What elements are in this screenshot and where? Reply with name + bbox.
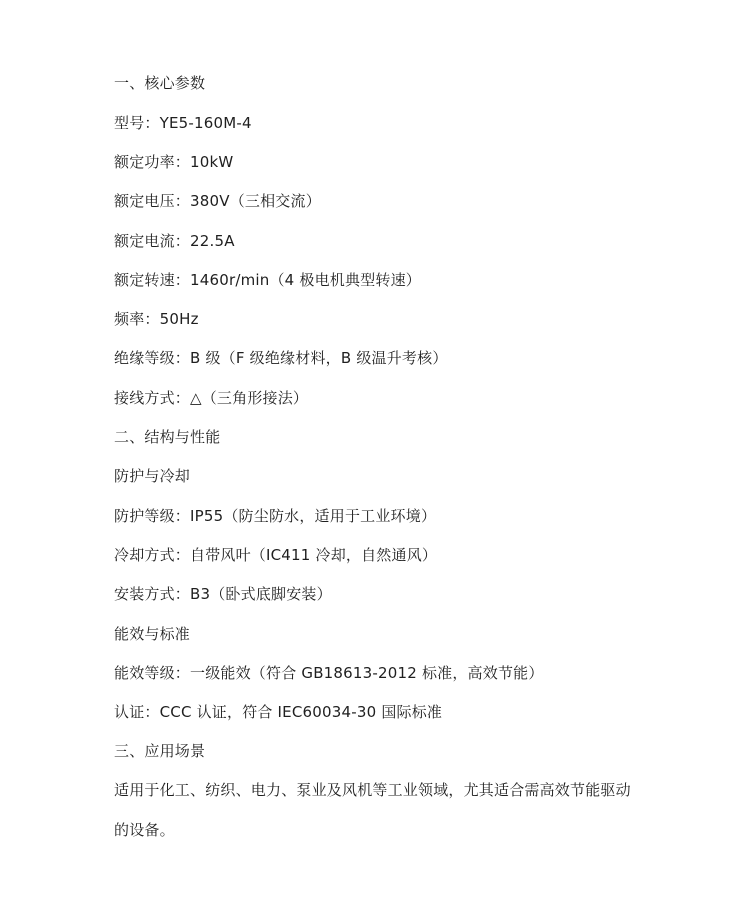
spec-rated-voltage: 额定电压：380V（三相交流） (114, 192, 321, 210)
spec-cooling: 冷却方式：自带风叶（IC411 冷却，自然通风） (114, 546, 438, 564)
spec-efficiency-class: 能效等级：一级能效（符合 GB18613-2012 标准，高效节能） (114, 664, 544, 682)
subheading-efficiency-standards: 能效与标准 (114, 625, 191, 643)
subheading-protection-cooling: 防护与冷却 (114, 467, 191, 485)
spec-insulation-class: 绝缘等级：B 级（F 级绝缘材料，B 级温升考核） (114, 349, 448, 367)
spec-model: 型号：YE5-160M-4 (114, 114, 252, 132)
spec-rated-speed: 额定转速：1460r/min（4 极电机典型转速） (114, 271, 421, 289)
spec-certification: 认证：CCC 认证，符合 IEC60034-30 国际标准 (114, 703, 443, 721)
spec-protection-level: 防护等级：IP55（防尘防水，适用于工业环境） (114, 507, 437, 525)
spec-rated-current: 额定电流：22.5A (114, 232, 235, 250)
section-heading-applications: 三、应用场景 (114, 742, 206, 760)
spec-wiring: 接线方式：△（三角形接法） (114, 389, 309, 407)
section-heading-structure: 二、结构与性能 (114, 428, 221, 446)
spec-rated-power: 额定功率：10kW (114, 153, 234, 171)
spec-mounting: 安装方式：B3（卧式底脚安装） (114, 585, 332, 603)
applications-paragraph: 适用于化工、纺织、电力、泵业及风机等工业领域，尤其适合需高效节能驱动的设备。 (114, 781, 631, 839)
section-heading-core-params: 一、核心参数 (114, 74, 206, 92)
spec-frequency: 频率：50Hz (114, 310, 199, 328)
